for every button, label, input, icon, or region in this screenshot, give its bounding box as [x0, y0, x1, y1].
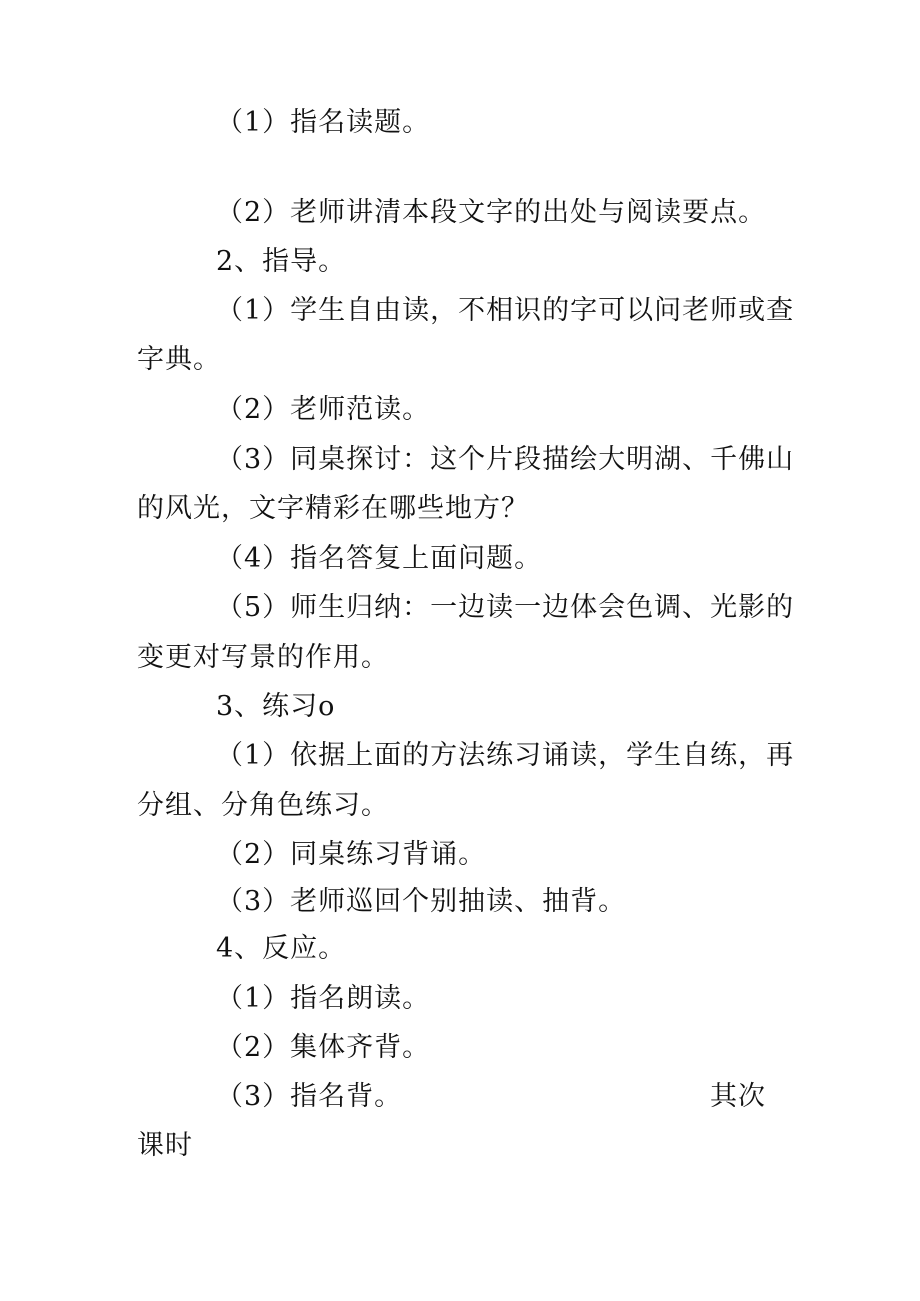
section-heading-part: 其次: [710, 1081, 766, 1112]
text-line: 4、反应。: [216, 933, 347, 964]
text-line: （2）老师范读。: [216, 394, 431, 425]
text-line: （3）老师巡回个别抽读、抽背。: [216, 886, 627, 917]
text-line: 字典。: [137, 344, 221, 375]
text-line: 分组、分角色练习。: [137, 790, 389, 821]
text-line: （1）依据上面的方法练习诵读，学生自练，再: [216, 740, 795, 771]
text-line: （2）集体齐背。: [216, 1032, 431, 1063]
text-line: （5）师生归纳：一边读一边体会色调、光影的: [216, 592, 795, 623]
text-line: （4）指名答复上面问题。: [216, 543, 543, 574]
text-line: （3）同桌探讨：这个片段描绘大明湖、千佛山: [216, 444, 795, 475]
text-line: （2）同桌练习背诵。: [216, 839, 487, 870]
section-heading-part: 课时: [137, 1130, 193, 1161]
text-line: （3）指名背。: [216, 1081, 403, 1112]
text-line: 变更对写景的作用。: [137, 642, 389, 673]
text-line: （1）指名读题。: [216, 107, 431, 138]
text-line: （1）指名朗读。: [216, 983, 431, 1014]
text-line: 的风光，文字精彩在哪些地方？: [137, 493, 529, 524]
text-line: 3、练习o: [216, 691, 336, 722]
text-line: 2、指导。: [216, 246, 347, 277]
text-line: （1）学生自由读，不相识的字可以问老师或查: [216, 295, 795, 326]
text-line: （2）老师讲清本段文字的出处与阅读要点。: [216, 197, 767, 228]
